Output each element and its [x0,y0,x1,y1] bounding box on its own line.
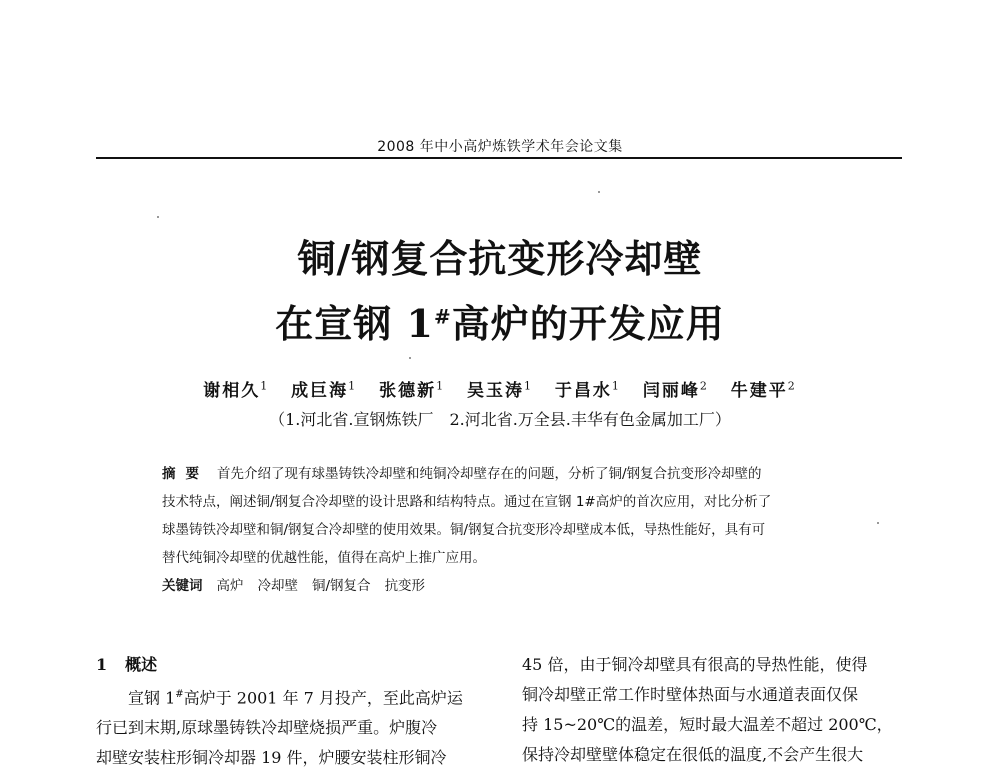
author [203,381,269,401]
author-affiliation-mark: 1 [260,379,270,393]
author-list [0,376,1000,401]
abstract-line: 替代纯铜冷却壁的优越性能，值得在高炉上推广应用。 [162,550,486,566]
body-line: 保持冷却壁壁体稳定在很低的温度,不会产生很大 [522,745,864,764]
author [555,381,621,401]
body-superscript: # [175,689,184,700]
author-name: 吴玉涛 [467,381,524,401]
header-rule [96,157,902,159]
keywords-line [162,572,852,600]
author-affiliation-mark: 1 [348,379,358,393]
scan-speck [157,216,159,218]
body-column-left [96,650,474,773]
scan-speck [598,191,600,193]
abstract-block [162,460,852,600]
author [731,381,797,401]
author-affiliation-mark: 1 [611,379,621,393]
scan-speck [409,357,411,359]
abstract-text: 首先介绍了现有球墨铸铁冷却壁和纯铜冷却壁存在的问题，分析了铜/钢复合抗变形冷却壁的 [217,466,762,482]
body-line: 45 倍，由于铜冷却壁具有很高的导热性能，使得 [522,655,868,674]
author-affiliation-mark: 2 [787,379,797,393]
paper-title-line-1: 铜/钢复合抗变形冷却壁 [297,236,703,281]
body-line: 持 15~20℃的温差，短时最大温差不超过 200℃， [522,715,893,734]
body-line: 铜冷却壁正常工作时壁体热面与水通道表面仅保 [522,685,859,704]
paper-title-line-2 [0,293,1000,348]
keyword: 铜/钢复合 [312,578,371,594]
keyword: 高炉 [216,578,244,594]
title-suffix: 高炉的开发应用 [451,301,725,346]
affiliations: （1.河北省.宣钢炼铁厂 2.河北省.万全县.丰华有色金属加工厂） [269,410,731,429]
title-superscript: # [433,304,452,329]
author-name: 于昌水 [554,381,612,401]
abstract-label: 摘要 [162,466,209,482]
section-number: 1 [96,655,108,674]
body-line [96,680,474,713]
body-line: 却壁安装柱形铜冷却器 19 件，炉腰安装柱形铜冷 [96,748,447,768]
running-header: 2008 年中小高炉炼铁学术年会论文集 [377,139,623,155]
author-affiliation-mark: 2 [699,379,709,393]
body-text: 宣钢 1 [128,688,176,708]
author [379,381,445,401]
author [467,381,533,401]
author-name: 张德新 [379,381,437,401]
author [291,381,357,401]
abstract-line: 球墨铸铁冷却壁和铜/钢复合冷却壁的使用效果。铜/钢复合抗变形冷却壁成本低，导热性能好，具有可 [162,522,766,538]
author-name: 谢相久 [203,381,261,401]
abstract-line [162,460,852,488]
keyword: 抗变形 [384,578,426,594]
keyword: 冷却壁 [257,578,298,594]
body-text: 高炉于 2001 年 7 月投产，至此高炉运 [183,688,463,708]
author-affiliation-mark: 1 [524,379,533,393]
scan-speck [877,522,879,524]
section-heading [96,650,474,680]
section-title: 概述 [125,655,158,674]
author-affiliation-mark: 1 [436,379,446,393]
author [643,381,709,401]
keywords-label: 关键词 [162,578,203,594]
title-prefix: 在宣钢 1 [275,301,434,346]
author-name: 闫丽峰 [642,381,700,401]
body-line: 行已到末期,原球墨铸铁冷却壁烧损严重。炉腹冷 [96,718,438,738]
abstract-line: 技术特点，阐述铜/钢复合冷却壁的设计思路和结构特点。通过在宣钢 1#高炉的首次应用，对比分析了 [162,494,772,510]
body-column-right [522,650,900,770]
author-name: 牛建平 [730,381,788,401]
author-name: 成巨海 [291,381,349,401]
